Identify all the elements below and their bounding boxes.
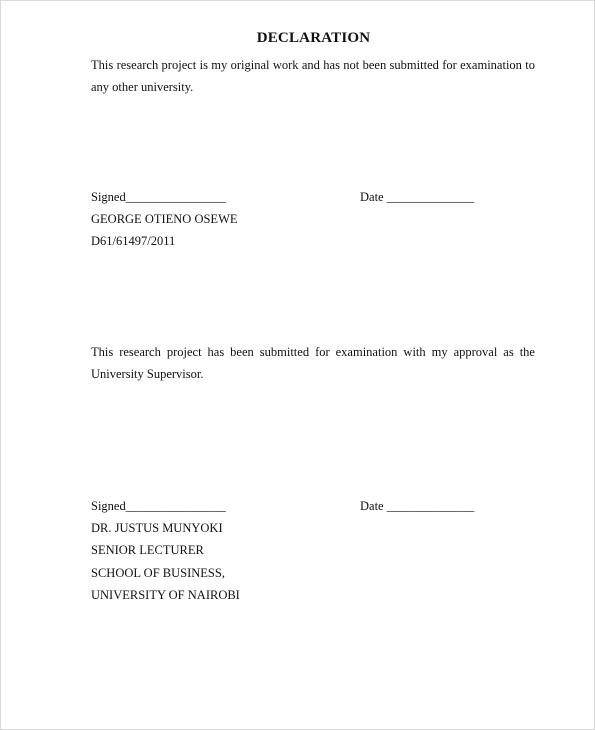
supervisor-school: SCHOOL OF BUSINESS, <box>91 566 225 580</box>
supervisor-approval-statement: This research project has been submitted for examination with my approval as the University Supervisor. <box>91 345 535 381</box>
page-title: DECLARATION <box>256 30 371 46</box>
student-signature-line: Signed________________ <box>91 190 226 204</box>
supervisor-name: DR. JUSTUS MUNYOKI <box>91 521 223 535</box>
supervisor-position: SENIOR LECTURER <box>91 543 204 557</box>
student-registration-number: D61/61497/2011 <box>91 234 176 248</box>
supervisor-university: UNIVERSITY OF NAIROBI <box>91 588 240 602</box>
student-declaration-statement: This research project is my original work and has not been submitted for examination to any other university. <box>91 58 535 94</box>
supervisor-signature-line: Signed________________ <box>91 499 226 513</box>
student-name: GEORGE OTIENO OSEWE <box>91 212 238 226</box>
student-date-line: Date ______________ <box>360 190 475 204</box>
supervisor-date-line: Date ______________ <box>360 499 475 513</box>
